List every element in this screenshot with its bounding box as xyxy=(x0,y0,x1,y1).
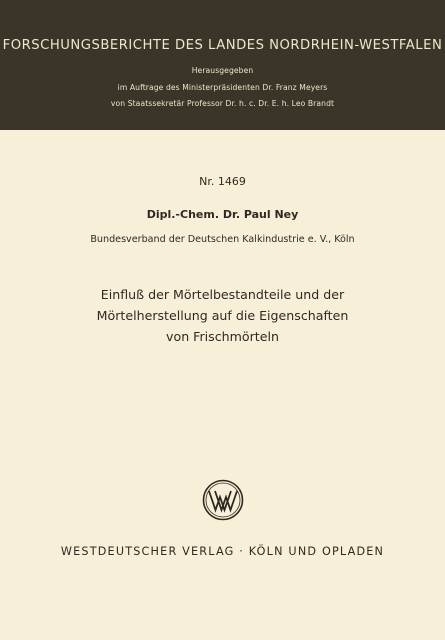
title-line-1: Einfluß der Mörtelbestandteile und der xyxy=(100,287,345,302)
book-title xyxy=(0,284,445,347)
author-affiliation: Bundesverband der Deutschen Kalkindustrie e. V., Köln xyxy=(90,234,355,245)
header-band xyxy=(0,0,445,130)
westdeutscher-verlag-logo-icon xyxy=(202,479,244,521)
series-title: FORSCHUNGSBERICHTE DES LANDES NORDRHEIN-WESTFALEN xyxy=(2,38,443,53)
editor-line-3: von Staatssekretär Professor Dr. h. c. Dr. E. h. Leo Brandt xyxy=(110,99,335,108)
author-name: Dipl.-Chem. Dr. Paul Ney xyxy=(146,208,299,221)
editor-line-1: Herausgegeben xyxy=(191,66,254,75)
report-number: Nr. 1469 xyxy=(199,175,246,188)
title-line-2: Mörtelherstellung auf die Eigenschaften xyxy=(96,308,349,323)
publisher-imprint: WESTDEUTSCHER VERLAG · KÖLN UND OPLADEN xyxy=(60,545,385,558)
title-line-3: von Frischmörteln xyxy=(166,329,279,344)
editor-line-2: im Auftrage des Ministerpräsidenten Dr. Franz Meyers xyxy=(117,83,328,92)
